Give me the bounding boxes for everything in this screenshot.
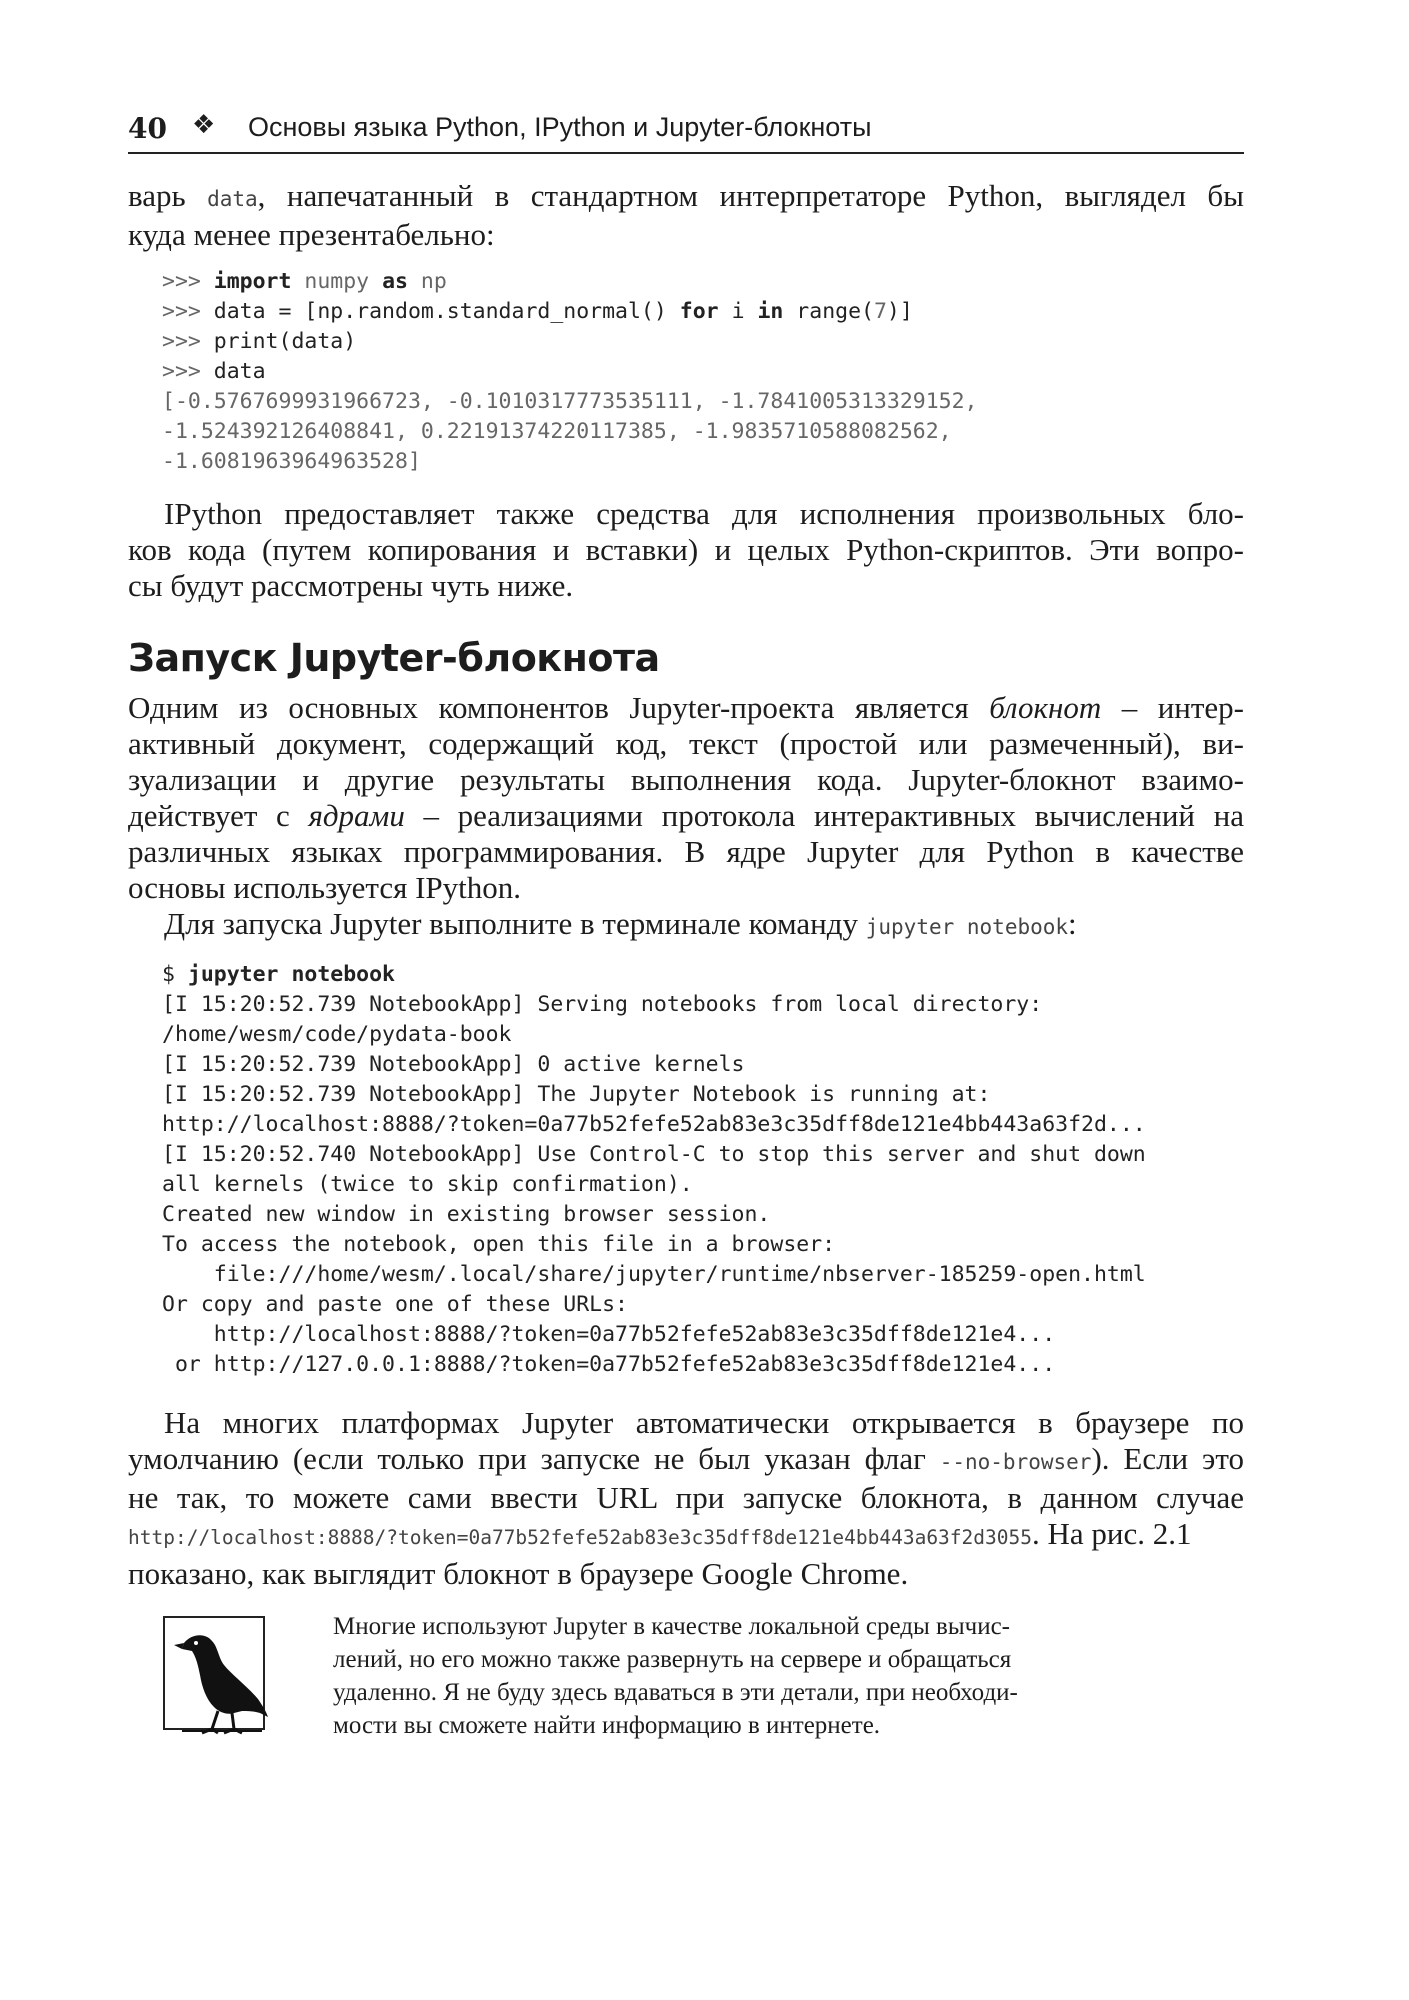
text-line: активный документ, содержащий код, текст (простой или размеченный), ви- — [128, 726, 1244, 761]
text-line: действует с ядрами – реализациями протокола интерактивных вычислений на — [128, 798, 1244, 833]
page-number: 40 — [128, 112, 167, 145]
code-line: Created new window in existing browser session. — [162, 1202, 771, 1227]
code-line: or http://127.0.0.1:8888/?token=0a77b52fefe52ab83e3c35dff8de121e4... — [162, 1352, 1056, 1377]
code-block-python: >>> import numpy as np >>> data = [np.random.standard_normal() for i in range(7)] >>> print(data) >>> data [-0.5767699931966723, -0.1010317773535111, -1.7841005313329152, -1.524392126408841, 0.22191374220117385, -1.9835710588082562, -1.6081963964963528] — [162, 269, 978, 474]
code-block-terminal — [162, 960, 1146, 1380]
section-heading: Запуск Jupyter-блокнота — [128, 636, 660, 680]
text-line: Одним из основных компонентов Jupyter-проекта является блокнот – интер- — [128, 690, 1244, 725]
code-line: [I 15:20:52.739 NotebookApp] 0 active kernels — [162, 1052, 745, 1077]
chapter-title: Основы языка Python, IPython и Jupyter-блокноты — [248, 112, 872, 142]
text-line: ков кода (путем копирования и вставки) и целых Python-скриптов. Эти вопро- — [128, 532, 1244, 567]
text-line: Для запуска Jupyter выполните в терминале команду jupyter notebook: — [164, 906, 1077, 941]
text-line: показано, как выглядит блокнот в браузере Google Chrome. — [128, 1556, 909, 1591]
text-line: IPython предоставляет также средства для исполнения произвольных бло- — [164, 496, 1244, 531]
text-line: зуализации и другие результаты выполнения кода. Jupyter-блокнот взаимо- — [128, 762, 1244, 797]
paragraph-1 — [128, 178, 1244, 253]
text-line: умолчанию (если только при запуске не был указан флаг --no-browser). Если это — [128, 1441, 1244, 1476]
running-header — [128, 108, 1244, 154]
text-line: http://localhost:8888/?token=0a77b52fefe52ab83e3c35dff8de121e4bb443a63f2d3055. На рис. 2.1 — [128, 1516, 1192, 1551]
code-line: file:///home/wesm/.local/share/jupyter/runtime/nbserver-185259-open.html — [162, 1262, 1146, 1287]
text-line: основы используется IPython. — [128, 870, 522, 905]
text-line: сы будут рассмотрены чуть ниже. — [128, 568, 574, 603]
code-line: [I 15:20:52.739 NotebookApp] The Jupyter Notebook is running at: — [162, 1082, 991, 1107]
code-line: [I 15:20:52.740 NotebookApp] Use Control-C to stop this server and shut down — [162, 1142, 1146, 1167]
note-line: мости вы сможете найти информацию в интернете. — [333, 1712, 881, 1739]
paragraph-3 — [128, 690, 1244, 906]
code-line: To access the notebook, open this file in a browser: — [162, 1232, 836, 1257]
inline-code: --no-browser — [939, 1450, 1092, 1474]
paragraph-4 — [128, 906, 1244, 945]
inline-code: data — [207, 187, 258, 211]
code-line: Or copy and paste one of these URLs: — [162, 1292, 628, 1317]
note-line: Многие используют Jupyter в качестве локальной среды вычис- — [333, 1613, 1010, 1640]
code-line: http://localhost:8888/?token=0a77b52fefe52ab83e3c35dff8de121e4bb443a63f2d... — [162, 1112, 1146, 1137]
crow-note-icon — [162, 1615, 282, 1740]
note-box — [333, 1610, 1163, 1742]
ornament-icon: ❖ — [192, 110, 216, 140]
note-line: лений, но его можно также развернуть на сервере и обращаться — [333, 1646, 1012, 1673]
inline-code: http://localhost:8888/?token=0a77b52fefe52ab83e3c35dff8de121e4bb443a63f2d3055 — [128, 1526, 1032, 1549]
code-line: all kernels (twice to skip confirmation). — [162, 1172, 693, 1197]
inline-code: jupyter notebook — [865, 915, 1069, 939]
code-line: /home/wesm/code/pydata-book — [162, 1022, 512, 1047]
note-line: удаленно. Я не буду здесь вдаваться в эти детали, при необходи- — [333, 1679, 1018, 1706]
paragraph-2 — [128, 496, 1244, 604]
code-line: [I 15:20:52.739 NotebookApp] Serving notebooks from local directory: — [162, 992, 1043, 1017]
text-line: На многих платформах Jupyter автоматически открывается в браузере по — [164, 1405, 1244, 1440]
text-line: различных языках программирования. В ядре Jupyter для Python в качестве — [128, 834, 1244, 869]
code-line: $ jupyter notebook — [162, 962, 395, 987]
text-line: варь data, напечатанный в стандартном интерпретаторе Python, выглядел бы — [128, 178, 1244, 213]
text-line: куда менее презентабельно: — [128, 217, 495, 252]
paragraph-5 — [128, 1405, 1244, 1592]
code-line: http://localhost:8888/?token=0a77b52fefe52ab83e3c35dff8de121e4... — [162, 1322, 1056, 1347]
text-line: не так, то можете сами ввести URL при запуске блокнота, в данном случае — [128, 1480, 1244, 1515]
